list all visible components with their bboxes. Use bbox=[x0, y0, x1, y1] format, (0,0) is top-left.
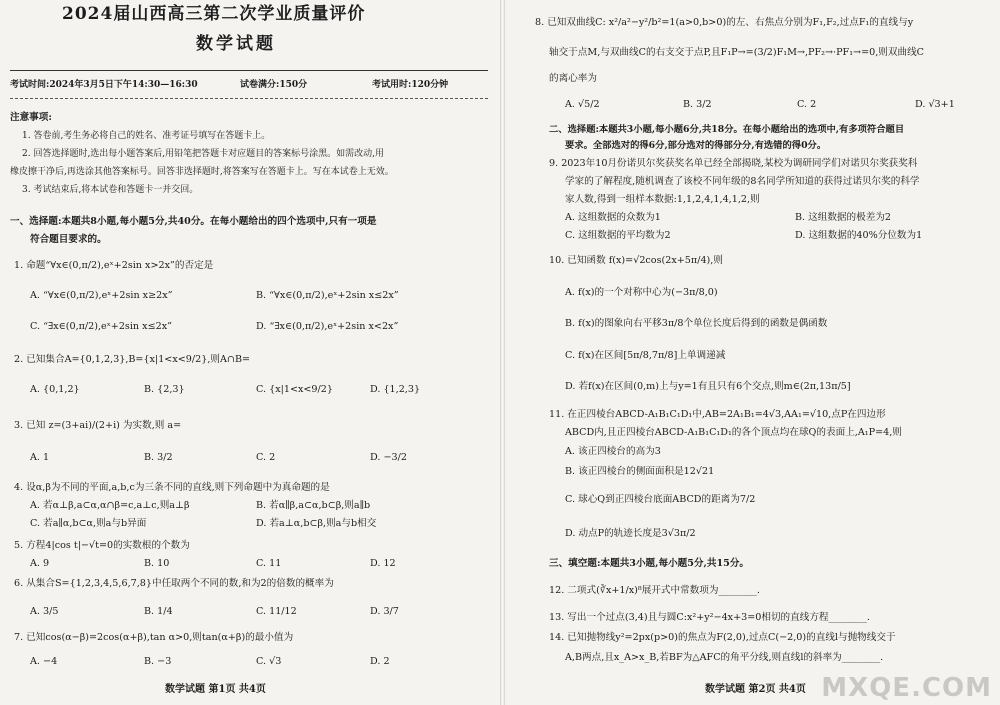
question-2: 2. 已知集合A={0,1,2,3},B={x|1<x<9/2},则A∩B= bbox=[14, 354, 251, 365]
question-13: 13. 写出一个过点(3,4)且与圆C:x²+y²−4x+3=0相切的直线方程________. bbox=[549, 612, 870, 623]
section-2-heading: 二、选择题:本题共3小题,每小题6分,共18分。在每小题给出的选项中,有多项符合题目 bbox=[549, 124, 905, 135]
q11-option-c: C. 球心Q到正四棱台底面ABCD的距离为7/2 bbox=[565, 494, 756, 505]
q3-option-b: B. 3/2 bbox=[144, 452, 173, 463]
question-9-cont: 学家的了解程度,随机调查了该校不同年级的8名同学所知道的获得过诺贝尔奖的科学 bbox=[565, 176, 920, 187]
notice-2a: 2. 回答选择题时,选出每小题答案后,用铅笔把答题卡对应题目的答案标号涂黑。如需改动,用 bbox=[22, 149, 385, 159]
question-8-cont: 轴交于点M,与双曲线C的右支交于点P,且F₁P→=(3/2)F₁M→,PF₂→·PF₁→=0,则双曲线C bbox=[549, 47, 925, 58]
exam-time: 考试时间:2024年3月5日下午14:30—16:30 bbox=[10, 80, 198, 90]
question-12: 12. 二项式(∛x+1/x)⁸展开式中常数项为________. bbox=[549, 585, 760, 596]
q10-option-c: C. f(x)在区间[5π/8,7π/8]上单调递减 bbox=[565, 350, 726, 361]
q7-option-c: C. √3 bbox=[256, 656, 282, 667]
q9-option-b: B. 这组数据的极差为2 bbox=[795, 212, 892, 223]
q6-option-c: C. 11/12 bbox=[256, 606, 297, 617]
question-14-cont: A,B两点,且x_A>x_B,若BF为△AFC的角平分线,则直线l的斜率为________. bbox=[565, 652, 884, 663]
q3-option-a: A. 1 bbox=[30, 452, 50, 463]
q11-option-a: A. 该正四棱台的高为3 bbox=[565, 446, 661, 457]
question-11: 11. 在正四棱台ABCD-A₁B₁C₁D₁中,AB=2A₁B₁=4√3,AA₁=√10,点P在四边形 bbox=[549, 409, 886, 420]
question-1: 1. 命题“∀x∈(0,π/2),eˣ+2sin x>2x”的否定是 bbox=[14, 260, 214, 271]
q4-option-b: B. 若α∥β,a⊂α,b⊂β,则a∥b bbox=[256, 500, 371, 511]
question-5: 5. 方程4|cos t|−√t=0的实数根的个数为 bbox=[14, 540, 190, 551]
q11-option-b: B. 该正四棱台的侧面面积是12√21 bbox=[565, 466, 715, 477]
question-3: 3. 已知 z=(3+ai)/(2+i) 为实数,则 a= bbox=[14, 420, 182, 431]
question-8-cont-2: 的离心率为 bbox=[549, 73, 597, 84]
site-watermark: MXQE.COM bbox=[821, 673, 992, 703]
q6-option-d: D. 3/7 bbox=[370, 606, 399, 617]
q2-option-d: D. {1,2,3} bbox=[370, 384, 421, 395]
question-10: 10. 已知函数 f(x)=√2cos(2x+5π/4),则 bbox=[549, 255, 723, 266]
question-6: 6. 从集合S={1,2,3,4,5,6,7,8}中任取两个不同的数,和为2的倍数的概率为 bbox=[14, 578, 334, 589]
q9-option-d: D. 这组数据的40%分位数为1 bbox=[795, 230, 923, 241]
q8-option-a: A. √5/2 bbox=[565, 99, 600, 110]
page-2-footer: 数学试题 第2页 共4页 bbox=[705, 684, 806, 695]
question-11-cont: ABCD内,且正四棱台ABCD-A₁B₁C₁D₁的各个顶点均在球Q的表面上,A₁P=4,则 bbox=[565, 427, 902, 438]
question-4: 4. 设α,β为不同的平面,a,b,c为三条不同的直线,则下列命题中为真命题的是 bbox=[14, 482, 330, 493]
q5-option-a: A. 9 bbox=[30, 558, 50, 569]
header-rule-bottom bbox=[10, 98, 488, 99]
q1-option-b: B. “∀x∈(0,π/2),eˣ+2sin x≤2x” bbox=[256, 290, 399, 301]
question-9-cont-2: 家人数,得到一组样本数据:1,1,2,4,1,4,1,2,则 bbox=[565, 194, 760, 205]
header-rule-top bbox=[10, 70, 488, 71]
question-9: 9. 2023年10月份诺贝尔奖获奖名单已经全部揭晓,某校为调研同学们对诺贝尔奖获奖科 bbox=[549, 158, 918, 169]
q8-option-c: C. 2 bbox=[797, 99, 817, 110]
q7-option-d: D. 2 bbox=[370, 656, 390, 667]
q1-option-c: C. “∃x∈(0,π/2),eˣ+2sin x≤2x” bbox=[30, 321, 173, 332]
q2-option-c: C. {x|1<x<9/2} bbox=[256, 384, 333, 395]
q5-option-c: C. 11 bbox=[256, 558, 282, 569]
q3-option-c: C. 2 bbox=[256, 452, 276, 463]
q9-option-a: A. 这组数据的众数为1 bbox=[565, 212, 661, 223]
question-7: 7. 已知cos(α−β)=2cos(α+β),tan α>0,则tan(α+β)的最小值为 bbox=[14, 632, 294, 643]
page-2 bbox=[505, 0, 1000, 705]
q2-option-b: B. {2,3} bbox=[144, 384, 185, 395]
q8-option-b: B. 3/2 bbox=[683, 99, 712, 110]
full-score: 试卷满分:150分 bbox=[240, 80, 308, 90]
section-1-heading-cont: 符合题目要求的。 bbox=[30, 234, 107, 245]
q1-option-d: D. “∃x∈(0,π/2),eˣ+2sin x<2x” bbox=[256, 321, 399, 332]
q10-option-a: A. f(x)的一个对称中心为(−3π/8,0) bbox=[565, 287, 718, 298]
exam-subtitle: 数学试题 bbox=[196, 34, 276, 54]
q6-option-b: B. 1/4 bbox=[144, 606, 173, 617]
question-14: 14. 已知抛物线y²=2px(p>0)的焦点为F(2,0),过点C(−2,0)的直线l与抛物线交于 bbox=[549, 632, 896, 643]
notice-1: 1. 答卷前,考生务必将自己的姓名、准考证号填写在答题卡上。 bbox=[22, 131, 271, 141]
exam-duration: 考试用时:120分钟 bbox=[372, 80, 449, 90]
q4-option-c: C. 若a∥α,b⊂α,则a与b异面 bbox=[30, 518, 147, 529]
q8-option-d: D. √3+1 bbox=[915, 99, 955, 110]
q7-option-a: A. −4 bbox=[30, 656, 58, 667]
q6-option-a: A. 3/5 bbox=[30, 606, 59, 617]
exam-title: 2024届山西高三第二次学业质量评价 bbox=[62, 4, 366, 24]
q3-option-d: D. −3/2 bbox=[370, 452, 407, 463]
q1-option-a: A. “∀x∈(0,π/2),eˣ+2sin x≥2x” bbox=[30, 290, 173, 301]
q4-option-d: D. 若a⊥α,b⊂β,则a与b相交 bbox=[256, 518, 377, 529]
q7-option-b: B. −3 bbox=[144, 656, 172, 667]
q5-option-b: B. 10 bbox=[144, 558, 170, 569]
notice-2b: 橡皮擦干净后,再选涂其他答案标号。回答非选择题时,将答案写在答题卡上。写在本试卷上无效。 bbox=[10, 167, 394, 177]
notice-3: 3. 考试结束后,将本试卷和答题卡一并交回。 bbox=[22, 185, 199, 195]
section-3-heading: 三、填空题:本题共3小题,每小题5分,共15分。 bbox=[549, 558, 750, 569]
question-8: 8. 已知双曲线C: x²/a²−y²/b²=1(a>0,b>0)的左、右焦点分别为F₁,F₂,过点F₁的直线与y bbox=[535, 17, 914, 28]
q11-option-d: D. 动点P的轨迹长度是3√3π/2 bbox=[565, 528, 696, 539]
notice-title: 注意事项: bbox=[10, 112, 52, 123]
q2-option-a: A. {0,1,2} bbox=[30, 384, 80, 395]
q10-option-b: B. f(x)的图象向右平移3π/8个单位长度后得到的函数是偶函数 bbox=[565, 318, 828, 329]
page-1-footer: 数学试题 第1页 共4页 bbox=[165, 684, 266, 695]
q10-option-d: D. 若f(x)在区间(0,m)上与y=1有且只有6个交点,则m∈(2π,13π/5] bbox=[565, 381, 851, 392]
section-2-heading-cont: 要求。全部选对的得6分,部分选对的得部分分,有选错的得0分。 bbox=[565, 140, 827, 151]
section-1-heading: 一、选择题:本题共8小题,每小题5分,共40分。在每小题给出的四个选项中,只有一项是 bbox=[10, 216, 377, 227]
q5-option-d: D. 12 bbox=[370, 558, 396, 569]
q9-option-c: C. 这组数据的平均数为2 bbox=[565, 230, 671, 241]
q4-option-a: A. 若α⊥β,a⊂α,α∩β=c,a⊥c,则a⊥β bbox=[30, 500, 190, 511]
